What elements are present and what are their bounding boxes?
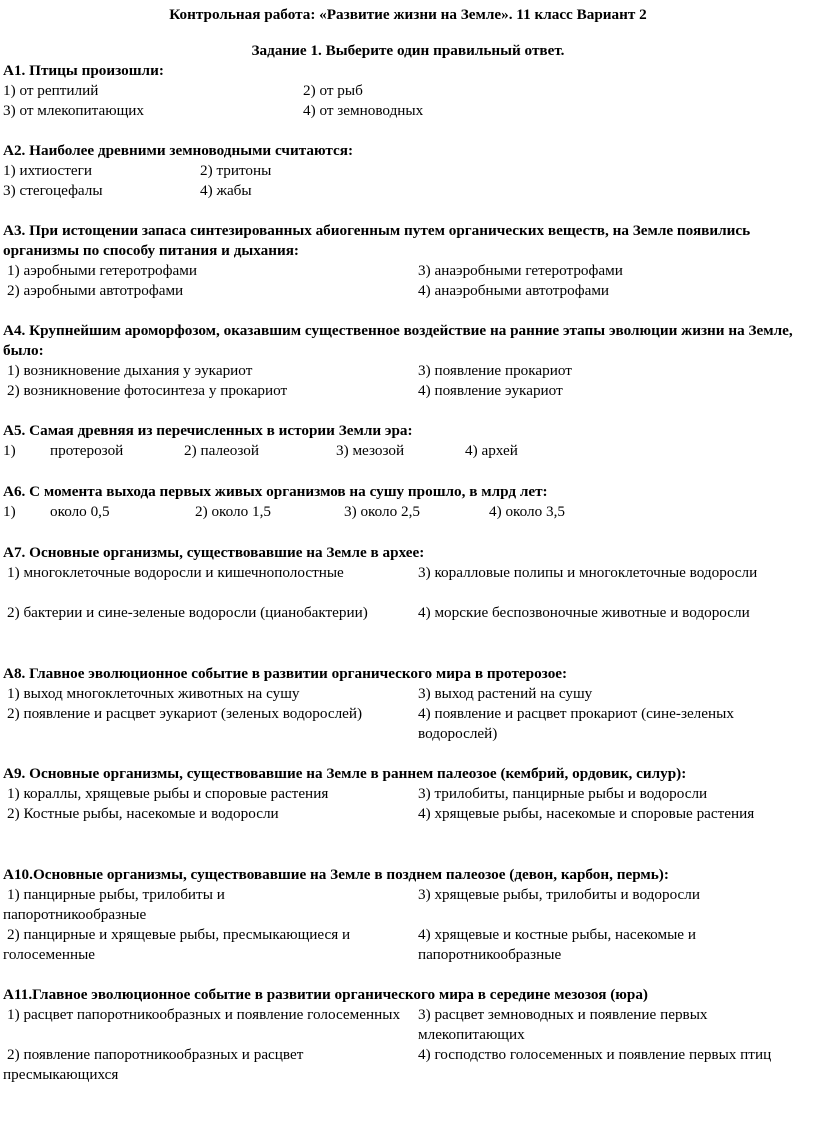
question-a8 [3,664,809,744]
option-4: 4) хрящевые рыбы, насекомые и споровые растения [418,805,755,822]
option-2: 2) около 1,5 [195,503,271,520]
option-2: 2) палеозой [184,442,259,459]
option-1: 1) расцвет папоротникообразных и появление голосеменных [7,1006,401,1023]
option-1: 1) многоклеточные водоросли и кишечнополостные [7,564,344,581]
option-3: 3) анаэробными гетеротрофами [418,262,623,279]
option-3: 3) около 2,5 [344,503,420,520]
question-a10 [3,865,809,965]
option-1: протерозой [50,442,124,459]
question-a2 [3,141,809,201]
question-text: А1. Птицы произошли: [3,62,164,79]
option-3: 3) стегоцефалы [3,182,103,199]
option-2: 2) панцирные и хрящевые рыбы, пресмыкающиеся и голосеменные [3,926,351,963]
question-text: А2. Наиболее древними земноводными считаются: [3,142,354,159]
option-1: 1) кораллы, хрящевые рыбы и споровые растения [7,785,329,802]
question-text: А9. Основные организмы, существовавшие на Земле в раннем палеозое (кембрий, ордовик, силур): [3,765,687,782]
option-4: 4) жабы [200,182,252,199]
option-3: 3) мезозой [336,442,405,459]
option-1: 1) ихтиостеги [3,162,93,179]
option-2: 2) появление папоротникообразных и расцвет пресмыкающихся [3,1046,304,1083]
option-4: 4) анаэробными автотрофами [418,282,610,299]
document-title: Контрольная работа: «Развитие жизни на Земле». 11 класс Вариант 2 [169,6,647,23]
option-3: 3) появление прокариот [418,362,572,379]
question-a3 [3,221,809,301]
option-2: 2) тритоны [200,162,272,179]
question-a4 [3,321,809,401]
option-1: около 0,5 [50,503,110,520]
option-number: 1) [3,503,16,520]
option-1: 1) выход многоклеточных животных на сушу [7,685,300,702]
question-a7 [3,543,809,643]
option-2: 2) Костные рыбы, насекомые и водоросли [7,805,279,822]
question-a11 [3,985,809,1085]
task-heading: Задание 1. Выберите один правильный ответ. [251,42,565,59]
option-4: 4) появление эукариот [418,382,563,399]
option-1: 1) панцирные рыбы, трилобиты и папоротникообразные [3,886,225,923]
question-text: А4. Крупнейшим ароморфозом, оказавшим существенное воздействие на ранние этапы эволюции жизни на Земле, было: [3,322,793,359]
question-text: А7. Основные организмы, существовавшие на Земле в архее: [3,544,425,561]
option-2: 2) аэробными автотрофами [7,282,184,299]
option-4: 4) хрящевые и костные рыбы, насекомые и папоротникообразные [418,926,696,963]
option-4: 4) появление и расцвет прокариот (сине-зеленых водорослей) [418,705,734,742]
option-3: 3) от млекопитающих [3,102,144,119]
question-text: А6. С момента выхода первых живых организмов на сушу прошло, в млрд лет: [3,483,548,500]
option-2: 2) бактерии и сине-зеленые водоросли (цианобактерии) [7,604,368,621]
question-a1 [3,61,809,121]
question-a9 [3,764,809,844]
option-4: 4) около 3,5 [489,503,565,520]
option-4: 4) от земноводных [303,102,424,119]
option-1: 1) от рептилий [3,82,99,99]
option-number: 1) [3,442,16,459]
option-1: 1) возникновение дыхания у эукариот [7,362,253,379]
question-a6 [3,482,809,522]
question-text: А5. Самая древняя из перечисленных в истории Земли эра: [3,422,413,439]
option-3: 3) коралловые полипы и многоклеточные водоросли [418,564,758,581]
question-a5 [3,421,809,461]
option-3: 3) выход растений на сушу [418,685,593,702]
option-2: 2) возникновение фотосинтеза у прокариот [7,382,288,399]
option-1: 1) аэробными гетеротрофами [7,262,197,279]
option-4: 4) архей [465,442,518,459]
option-3: 3) хрящевые рыбы, трилобиты и водоросли [418,886,700,903]
option-3: 3) трилобиты, панцирные рыбы и водоросли [418,785,708,802]
question-text: А3. При истощении запаса синтезированных абиогенным путем органических веществ, на Земле появились организмы по способу питания и дыхания: [3,222,751,259]
option-3: 3) расцвет земноводных и появление первых млекопитающих [418,1006,708,1043]
option-2: 2) от рыб [303,82,363,99]
option-2: 2) появление и расцвет эукариот (зеленых водорослей) [7,705,363,722]
question-text: А10.Основные организмы, существовавшие на Земле в позднем палеозое (девон, карбон, пермь): [3,866,669,883]
option-4: 4) морские беспозвоночные животные и водоросли [418,604,750,621]
question-text: А11.Главное эволюционное событие в развитии органического мира в середине мезозоя (юра) [3,986,648,1003]
question-text: А8. Главное эволюционное событие в развитии органического мира в протерозое: [3,665,568,682]
option-4: 4) господство голосеменных и появление первых птиц [418,1046,772,1063]
